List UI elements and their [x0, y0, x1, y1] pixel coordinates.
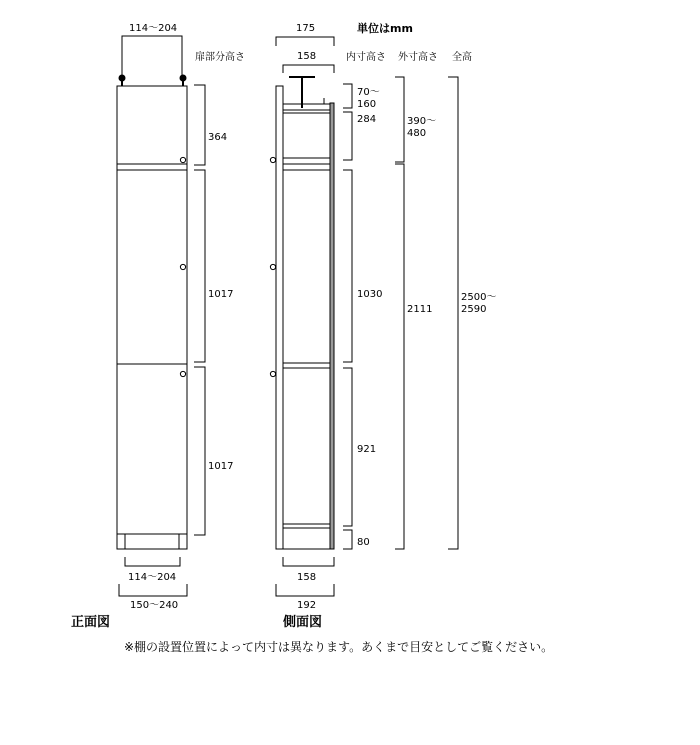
inner-height-1	[357, 87, 383, 110]
side-outer-depth: 192	[297, 600, 317, 611]
total-height-bracket	[448, 77, 458, 549]
door-height-bracket-2	[194, 170, 205, 362]
side-knob-middle	[270, 264, 275, 269]
side-view-caption: 側面図	[283, 615, 323, 630]
door-height-1: 364	[208, 132, 228, 143]
side-inner-depth-top-bracket	[283, 65, 334, 73]
total-height	[461, 292, 500, 315]
inner-height-3: 1030	[357, 289, 383, 300]
door-knob-bottom	[180, 371, 185, 376]
front-adjuster-right-knob	[180, 75, 186, 81]
side-knob-top	[270, 157, 275, 162]
unit-label: 単位はmm	[357, 22, 413, 35]
inner-height-bracket-1	[343, 84, 352, 108]
outer-height-1-line2: 480	[407, 128, 427, 139]
side-shelf-2	[283, 363, 330, 368]
front-view	[71, 23, 233, 630]
front-bottom-inner-width-bracket	[125, 557, 180, 566]
side-shelf-bottom	[283, 524, 330, 528]
outer-height-1-line1: 390～	[407, 116, 437, 127]
door-height-bracket-1	[194, 85, 205, 165]
side-inner-depth-top: 158	[297, 51, 317, 62]
side-view	[270, 23, 383, 630]
side-inner-depth-bottom-bracket	[283, 557, 334, 566]
front-bottom-outer-width-bracket	[119, 584, 187, 596]
door-knob-middle	[180, 264, 185, 269]
front-cabinet-body	[117, 86, 187, 549]
front-bottom-inner-width: 114～204	[128, 572, 177, 583]
side-inner-depth-bottom: 158	[297, 572, 317, 583]
inner-height-bracket-2	[343, 112, 352, 160]
front-adjuster-left-knob	[119, 75, 125, 81]
front-top-inner-width: 114～204	[129, 23, 178, 34]
outer-height-2: 2111	[407, 304, 433, 315]
inner-height-bracket-5	[343, 530, 352, 549]
header-inner-height: 内寸高さ	[346, 52, 386, 63]
outer-height-1	[407, 116, 439, 139]
door-height-3: 1017	[208, 461, 234, 472]
door-height-bracket-3	[194, 367, 205, 535]
front-view-caption: 正面図	[71, 615, 111, 630]
side-back-panel	[330, 103, 334, 549]
total-height-line2: 2590	[461, 304, 487, 315]
note-text: ※棚の設置位置によって内寸は異なります。あくまで目安としてご覧ください。	[124, 640, 554, 654]
side-knob-bottom	[270, 371, 275, 376]
total-height-line1: 2500～	[461, 292, 497, 303]
inner-height-2: 284	[357, 114, 377, 125]
front-top-width-bracket	[122, 36, 182, 50]
side-panel-front	[276, 86, 283, 549]
header-total-height: 全高	[452, 52, 472, 63]
outer-height-bracket-2	[395, 164, 404, 549]
side-top-depth-bracket	[276, 37, 334, 46]
inner-height-bracket-4	[343, 368, 352, 526]
header-door-height: 扉部分高さ	[195, 52, 245, 63]
inner-height-4: 921	[357, 444, 377, 455]
header-outer-height: 外寸高さ	[398, 52, 438, 63]
inner-height-5: 80	[357, 537, 370, 548]
door-height-2: 1017	[208, 289, 234, 300]
inner-height-1-line1: 70～	[357, 87, 380, 98]
inner-height-bracket-3	[343, 170, 352, 362]
side-outer-depth-bracket	[276, 584, 334, 596]
side-shelf-top	[283, 110, 330, 113]
side-top-depth: 175	[296, 23, 316, 34]
front-bottom-outer-width: 150～240	[130, 600, 179, 611]
door-knob-top	[180, 157, 185, 162]
inner-height-1-line2: 160	[357, 99, 377, 110]
outer-height-bracket-1	[395, 77, 404, 162]
side-shelf-1	[283, 158, 330, 164]
